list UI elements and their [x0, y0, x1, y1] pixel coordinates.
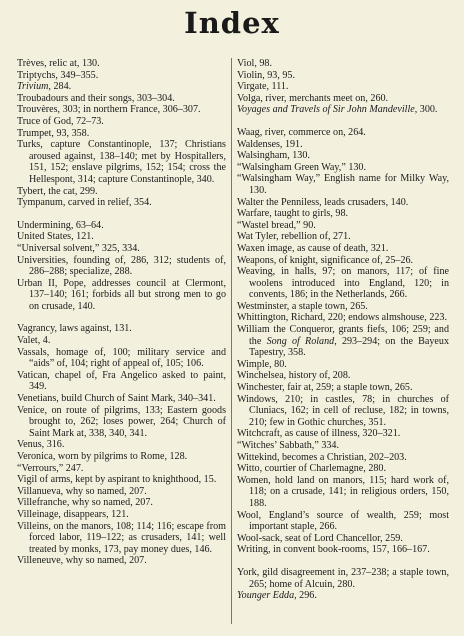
index-entry: Trouvères, 303; in northern France, 306–307.	[17, 104, 201, 116]
index-entry: Weapons, of knight, significance of, 25–26.	[237, 254, 414, 266]
index-entry: Volga, river, merchants meet on, 260.	[237, 92, 389, 104]
index-entry: Venice, on route of pilgrims, 133; Eastern goods brought to, 262; loses power, 264; Church of Saint Mark at, 338, 340, 341.	[17, 404, 226, 439]
index-entry: Writing, in convent book-rooms, 157, 166–167.	[237, 544, 430, 556]
index-entry: “Witches’ Sabbath,” 334.	[237, 440, 339, 451]
index-entry: Windows, 210; in castles, 78; in churches of Cluniacs, 162; in cell of recluse, 182; in towns, 210; few in Gothic churches, 351.	[237, 393, 449, 428]
index-entry: “Walsingham Green Way,” 130.	[237, 161, 366, 173]
index-entry: Turks, capture Constantinople, 137; Christians aroused against, 138–140; met by Hospitallers, 151, 152; enslave pilgrims, 152; 154; cross the Hellespont, 314; capture Constantinople, 340.	[17, 139, 226, 185]
index-entry: “Verrours,” 247.	[17, 462, 84, 474]
index-entry: Villeins, on the manors, 108; 114; 116; escape from forced labor, 119–122; as crusaders, 141; well treated by monks, 173, pay money dues, 146.	[17, 520, 226, 555]
index-entry: Younger Edda, 296.	[237, 590, 317, 602]
index-entry: Witto, courtier of Charlemagne, 280.	[237, 463, 386, 475]
index-entry: “Wastel bread,” 90.	[237, 219, 316, 231]
index-entry: Triptychs, 349–355.	[17, 69, 99, 81]
index-entry: “Universal solvent,” 325, 334.	[17, 242, 140, 254]
index-entry: Trivium, 284.	[17, 81, 72, 93]
index-entry: Viol, 98.	[237, 58, 273, 69]
index-entry: Waxen image, as cause of death, 321.	[237, 242, 389, 254]
index-entry: Trèves, relic at, 130.	[17, 58, 100, 69]
index-entry: Valet, 4.	[17, 335, 51, 347]
index-entry: York, gild disagreement in, 237–238; a staple town, 265; home of Alcuin, 280.	[237, 566, 449, 590]
index-entry: William the Conqueror, grants fiefs, 106; 259; and the Song of Roland, 293–294; on the Bayeux Tapestry, 358.	[237, 324, 449, 359]
index-entry: Waldenses, 191.	[237, 138, 303, 150]
index-entry: Whittington, Richard, 220; endows almshouse, 223.	[237, 312, 447, 324]
index-entry: Undermining, 63–64.	[17, 219, 104, 231]
section-gap	[237, 116, 449, 127]
index-entry: Vigil of arms, kept by aspirant to knighthood, 15.	[17, 474, 217, 486]
index-entry: Violin, 93, 95.	[237, 69, 295, 81]
index-entry: Winchelsea, history of, 208.	[237, 370, 351, 382]
index-entry: Wool-sack, seat of Lord Chancellor, 259.	[237, 532, 403, 544]
index-entry: Villeneuve, why so named, 207.	[17, 555, 147, 567]
index-entry: United States, 121.	[17, 231, 94, 243]
section-gap	[17, 312, 226, 323]
index-entry: Troubadours and their songs, 303–304.	[17, 92, 175, 104]
index-entry: Witchcraft, as cause of illness, 320–321.	[237, 428, 401, 440]
column-divider	[231, 58, 232, 624]
index-entry: Westminster, a staple town, 265.	[237, 300, 368, 312]
index-entry: Tybert, the cat, 299.	[17, 185, 98, 197]
index-entry: Waag, river, commerce on, 264.	[237, 126, 366, 138]
index-entry: Voyages and Travels of Sir John Mandeville, 300.	[237, 104, 438, 116]
index-entry: Winchester, fair at, 259; a staple town, 265.	[237, 382, 413, 394]
index-entry: “Walsingham Way,” English name for Milky Way, 130.	[237, 173, 449, 196]
index-entry: Wimple, 80.	[237, 358, 287, 370]
section-gap	[237, 556, 449, 567]
page-title: Index	[184, 6, 280, 40]
index-entry: Villanueva, why so named, 207.	[17, 485, 147, 497]
index-entry: Urban II, Pope, addresses council at Clermont, 137–140; 161; forbids all but strong men to go on crusade, 140.	[17, 277, 226, 312]
index-entry: Wittekind, becomes a Christian, 202–203.	[237, 451, 407, 463]
index-entry: Warfare, taught to girls, 98.	[237, 208, 349, 220]
section-gap	[17, 209, 226, 220]
index-entry: Trumpet, 93, 358.	[17, 127, 90, 139]
index-entry: Women, hold land on manors, 115; hard work of, 118; on a crusade, 141; in religious orders, 150, 188.	[237, 474, 449, 509]
left-column	[17, 58, 226, 567]
index-entry: Venus, 316.	[17, 439, 65, 451]
index-entry: Universities, founding of, 286, 312; students of, 286–288; specialize, 288.	[17, 254, 226, 278]
index-entry: Veronica, worn by pilgrims to Rome, 128.	[17, 451, 188, 462]
index-entry: Vagrancy, laws against, 131.	[17, 323, 132, 335]
index-entry: Vatican, chapel of, Fra Angelico asked to paint, 349.	[17, 369, 226, 393]
index-entry: Venetians, build Church of Saint Mark, 340–341.	[17, 393, 216, 405]
index-entry: Tympanum, carved in relief, 354.	[17, 197, 152, 209]
index-entry: Weaving, in halls, 97; on manors, 117; of fine woolens introduced into England, 120; in convents, 186; in the Netherlands, 266.	[237, 266, 449, 301]
index-entry: Villefranche, why so named, 207.	[17, 497, 153, 509]
index-entry: Villeinage, disappears, 121.	[17, 508, 129, 520]
index-entry: Walsingham, 130.	[237, 150, 310, 162]
index-entry: Virgate, 111.	[237, 81, 289, 93]
index-entry: Wool, England’s source of wealth, 259; most important staple, 266.	[237, 509, 449, 533]
index-entry: Walter the Penniless, leads crusaders, 140.	[237, 196, 409, 208]
index-entry: Truce of God, 72–73.	[17, 115, 104, 127]
index-entry: Wat Tyler, rebellion of, 271.	[237, 231, 351, 243]
right-column	[237, 58, 449, 602]
index-entry: Vassals, homage of, 100; military service and “aids” of, 104; right of appeal of, 105; 106.	[17, 346, 226, 370]
